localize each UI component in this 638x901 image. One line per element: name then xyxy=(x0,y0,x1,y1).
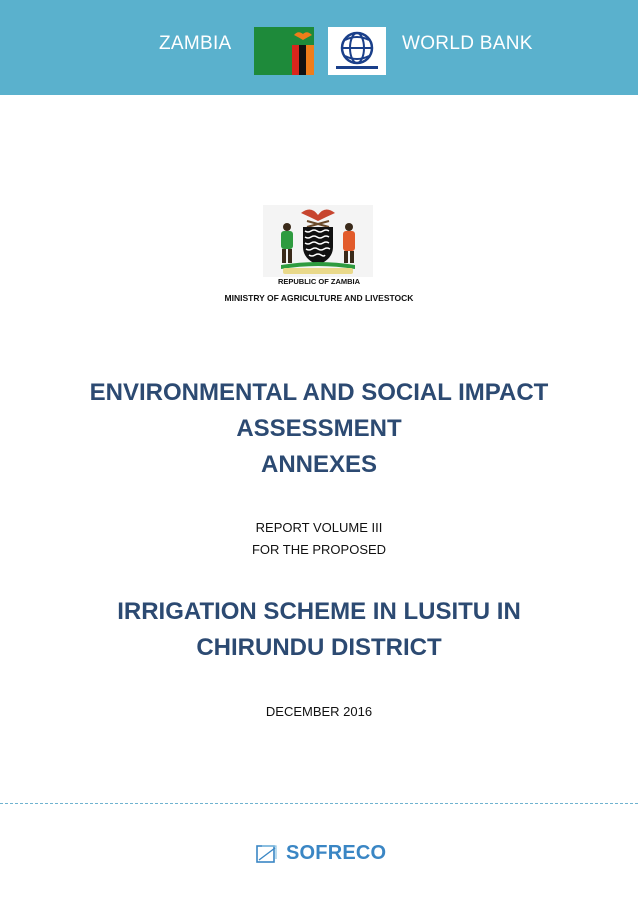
project-line: IRRIGATION SCHEME IN LUSITU IN xyxy=(117,598,521,625)
subtitle-line: REPORT VOLUME III xyxy=(255,520,383,535)
subtitle-line: FOR THE PROPOSED xyxy=(251,542,387,557)
report-subtitle xyxy=(0,517,638,561)
sofreco-logo-icon xyxy=(256,843,278,865)
title-line: ANNEXES xyxy=(260,451,378,478)
header-banner xyxy=(0,0,638,95)
project-title xyxy=(0,594,638,666)
ministry-label: MINISTRY OF AGRICULTURE AND LIVESTOCK xyxy=(224,293,414,303)
project-line: CHIRUNDU DISTRICT xyxy=(196,634,442,661)
report-date: DECEMBER 2016 xyxy=(265,704,373,719)
globe-icon xyxy=(328,27,386,75)
title-line: ASSESSMENT xyxy=(236,415,402,442)
republic-label: REPUBLIC OF ZAMBIA xyxy=(277,277,361,286)
document-title xyxy=(0,375,638,483)
company-name: SOFRECO xyxy=(286,842,387,864)
organization-label: WORLD BANK xyxy=(402,33,533,54)
country-label: ZAMBIA xyxy=(159,33,232,54)
world-bank-logo xyxy=(328,27,386,75)
footer-divider xyxy=(0,803,638,804)
coat-of-arms-icon xyxy=(263,205,373,277)
title-line: ENVIRONMENTAL AND SOCIAL IMPACT xyxy=(89,379,549,406)
zambia-flag-icon xyxy=(254,27,314,75)
